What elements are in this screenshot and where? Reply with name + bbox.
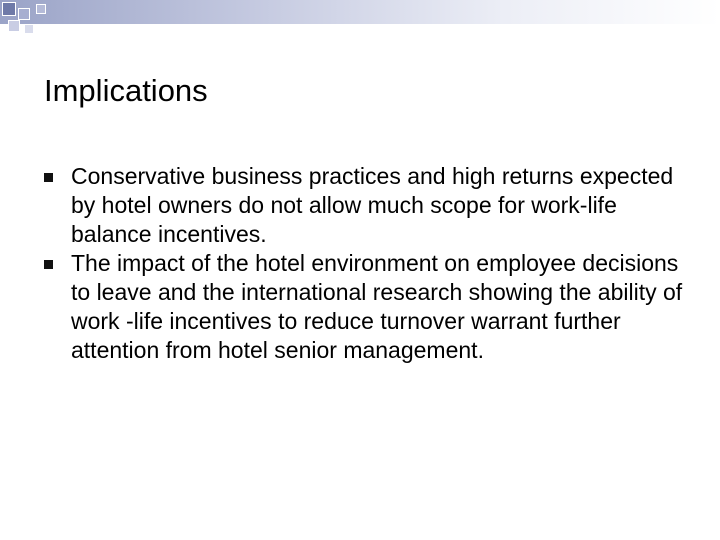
bullet-item [44,249,694,365]
decor-square [36,4,46,14]
square-bullet-icon [44,260,53,269]
bullet-text: Conservative business practices and high returns expected by hotel owners do not allow much scope for work-life balance incentives. [71,163,674,247]
decor-square [8,20,20,32]
decor-square [2,2,16,16]
decor-square [24,24,34,34]
bullet-text: The impact of the hotel environment on employee decisions to leave and the international research showing the ability of work -life incentives to reduce turnover warrant further attention from hotel senior management. [71,250,683,363]
square-bullet-icon [44,173,53,182]
decor-square [18,8,30,20]
slide-title: Implications [44,73,208,108]
bullet-item [44,162,694,249]
bullet-list [44,162,694,365]
checkered-squares-decoration [0,0,56,46]
header-decoration-band [0,0,720,24]
